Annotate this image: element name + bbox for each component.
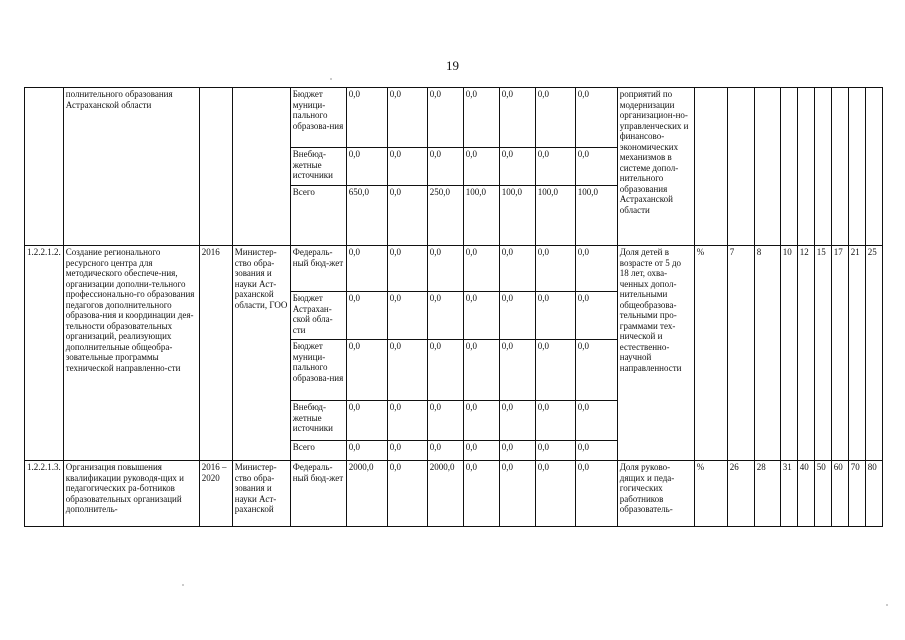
table-row — [25, 88, 883, 148]
value-cell: 0,0 — [387, 401, 427, 441]
value-cell: 250,0 — [427, 186, 463, 246]
value-cell: 0,0 — [535, 340, 575, 401]
source-label: Бюджет муници-пального образова-ния — [290, 340, 346, 401]
value-cell: 0,0 — [346, 246, 387, 292]
value-cell: 0,0 — [575, 340, 617, 401]
source-label: Бюджет муници-пального образова-ния — [290, 88, 346, 148]
source-label: Федераль-ный бюд-жет — [290, 461, 346, 527]
value-cell: 650,0 — [346, 186, 387, 246]
value-cell: 0,0 — [499, 148, 535, 186]
value-cell: 0,0 — [575, 88, 617, 148]
value-cell: 0,0 — [427, 401, 463, 441]
target-cell: 17 — [831, 246, 848, 461]
value-cell: 0,0 — [346, 88, 387, 148]
program-table — [24, 87, 883, 527]
source-label: Федераль-ный бюд-жет — [290, 246, 346, 292]
value-cell: 0,0 — [499, 292, 535, 340]
value-cell: 0,0 — [535, 461, 575, 527]
value-cell: 0,0 — [575, 441, 617, 461]
value-cell: 0,0 — [346, 401, 387, 441]
measure-text: полнительного образования Астраханской области — [63, 88, 199, 246]
value-cell: 0,0 — [535, 401, 575, 441]
value-cell: 0,0 — [499, 401, 535, 441]
value-cell: 0,0 — [463, 292, 499, 340]
value-cell: 0,0 — [535, 441, 575, 461]
value-cell: 0,0 — [575, 461, 617, 527]
page-number: 19 — [446, 58, 459, 73]
code-cell — [25, 88, 64, 246]
indicator-text: Доля руково-дящих и педа-гогических работников образователь- — [617, 461, 694, 527]
value-cell: 0,0 — [346, 292, 387, 340]
value-cell: 2000,0 — [346, 461, 387, 527]
value-cell: 0,0 — [499, 88, 535, 148]
value-cell: 0,0 — [387, 88, 427, 148]
value-cell: 0,0 — [463, 148, 499, 186]
target-cell: 60 — [831, 461, 848, 527]
value-cell: 0,0 — [535, 148, 575, 186]
target-cell: 10 — [780, 246, 797, 461]
value-cell: 0,0 — [427, 88, 463, 148]
source-label: Всего — [290, 441, 346, 461]
year-cell: 2016 – 2020 — [199, 461, 232, 527]
unit-cell: % — [694, 246, 727, 461]
scan-speck — [330, 78, 332, 80]
value-cell: 0,0 — [463, 340, 499, 401]
value-cell: 0,0 — [427, 340, 463, 401]
value-cell: 0,0 — [427, 441, 463, 461]
value-cell: 0,0 — [499, 461, 535, 527]
value-cell: 0,0 — [427, 292, 463, 340]
value-cell: 0,0 — [346, 340, 387, 401]
value-cell: 2000,0 — [427, 461, 463, 527]
value-cell: 0,0 — [387, 340, 427, 401]
value-cell: 0,0 — [346, 441, 387, 461]
measure-text: Создание регионального ресурсного центра для методического обеспече-ния, организации дополни-тельного профессионально-го образования педагогов дополнительного образова-ния и координации дея-тельности образовательных организаций, реализующих дополнительные общеобра-зовательные программы технической направленно-сти — [63, 246, 199, 461]
executor-cell — [232, 88, 290, 246]
measure-text: Организация повышения квалификации руководя-щих и педагогических ра-ботников образовательных организаций дополнитель- — [63, 461, 199, 527]
value-cell: 0,0 — [387, 461, 427, 527]
target-cell: 25 — [865, 246, 882, 461]
target-cell: 8 — [754, 246, 780, 461]
target-cell: 80 — [865, 461, 882, 527]
target-cell: 21 — [848, 246, 865, 461]
value-cell: 0,0 — [535, 246, 575, 292]
value-cell: 100,0 — [463, 186, 499, 246]
table-row — [25, 461, 883, 527]
year-cell: 2016 — [199, 246, 232, 461]
executor-cell: Министер-ство обра-зования и науки Аст-раханской — [232, 461, 290, 527]
value-cell: 100,0 — [535, 186, 575, 246]
value-cell: 0,0 — [575, 246, 617, 292]
target-cell: 26 — [727, 461, 754, 527]
unit-cell: % — [694, 461, 727, 527]
value-cell: 0,0 — [387, 246, 427, 292]
target-cell: 7 — [727, 246, 754, 461]
scan-speck — [886, 604, 888, 606]
target-cell: 40 — [797, 461, 814, 527]
unit-cell — [694, 88, 727, 246]
code-cell: 1.2.2.1.3. — [25, 461, 64, 527]
code-cell: 1.2.2.1.2. — [25, 246, 64, 461]
value-cell: 0,0 — [463, 246, 499, 292]
value-cell: 0,0 — [535, 292, 575, 340]
target-cell: 70 — [848, 461, 865, 527]
value-cell: 0,0 — [463, 88, 499, 148]
target-cell: 12 — [797, 246, 814, 461]
value-cell: 0,0 — [499, 246, 535, 292]
value-cell: 0,0 — [575, 148, 617, 186]
value-cell: 0,0 — [463, 441, 499, 461]
value-cell: 0,0 — [387, 441, 427, 461]
value-cell: 100,0 — [499, 186, 535, 246]
target-cell: 31 — [780, 461, 797, 527]
value-cell: 0,0 — [575, 401, 617, 441]
scan-speck — [182, 584, 184, 586]
value-cell: 0,0 — [535, 88, 575, 148]
table-row — [25, 246, 883, 292]
value-cell: 0,0 — [387, 148, 427, 186]
year-cell — [199, 88, 232, 246]
value-cell: 0,0 — [463, 401, 499, 441]
value-cell: 0,0 — [463, 461, 499, 527]
value-cell: 0,0 — [427, 246, 463, 292]
value-cell: 0,0 — [575, 292, 617, 340]
indicator-text: Доля детей в возрасте от 5 до 18 лет, охва-ченных допол-нительными общеобразова-тельными про-граммами тех-нической и естественно-научной направленности — [617, 246, 694, 461]
source-label: Бюджет Астрахан-ской обла-сти — [290, 292, 346, 340]
value-cell: 0,0 — [499, 441, 535, 461]
source-label: Внебюд-жетные источники — [290, 401, 346, 441]
value-cell: 100,0 — [575, 186, 617, 246]
value-cell: 0,0 — [499, 340, 535, 401]
value-cell: 0,0 — [387, 186, 427, 246]
target-cell: 50 — [814, 461, 831, 527]
source-label: Всего — [290, 186, 346, 246]
value-cell: 0,0 — [346, 148, 387, 186]
indicator-text: роприятий по модернизации организацион-но-управленческих и финансово-экономических механизмов в системе допол-нительного образования Астраханской области — [617, 88, 694, 246]
target-cell: 28 — [754, 461, 780, 527]
executor-cell: Министер-ство обра-зования и науки Аст-раханской области, ГОО — [232, 246, 290, 461]
value-cell: 0,0 — [427, 148, 463, 186]
value-cell: 0,0 — [387, 292, 427, 340]
source-label: Внебюд-жетные источники — [290, 148, 346, 186]
target-cell: 15 — [814, 246, 831, 461]
